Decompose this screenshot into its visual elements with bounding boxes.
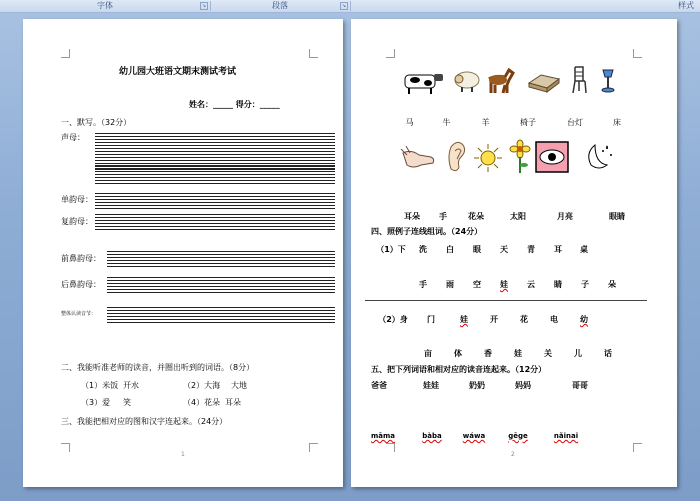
char: 睛	[554, 280, 562, 289]
question-2: 二、我能听准老师的读音，并圈出听到的词语。（8分）	[61, 363, 255, 372]
option-item: （3）爱	[81, 398, 111, 407]
margin-corner	[61, 443, 70, 452]
char: （2）身	[378, 315, 408, 324]
label-fuyunmu: 复韵母：	[61, 217, 93, 226]
pinyin: nǎinai	[553, 432, 579, 440]
char: 亩	[424, 349, 432, 358]
writing-lines	[107, 277, 335, 295]
document-page-1[interactable]	[23, 19, 343, 487]
cow-icon	[401, 69, 447, 95]
writing-lines	[95, 214, 335, 232]
word: 床	[613, 118, 621, 127]
char: 耳	[554, 245, 562, 254]
char-row	[409, 279, 625, 290]
char-row	[413, 348, 623, 359]
font-dialog-launcher-icon[interactable]: ↘	[201, 3, 207, 9]
char-row	[373, 244, 597, 255]
word: 花朵	[468, 212, 484, 221]
ribbon-group-paragraph[interactable]: 段落	[272, 1, 288, 10]
writing-lines	[107, 307, 335, 325]
word: 台灯	[567, 118, 583, 127]
word: 马	[405, 118, 414, 127]
word-row-5	[371, 380, 613, 391]
char: 子	[581, 280, 589, 289]
margin-corner	[386, 443, 395, 452]
option-item: （4）花朵	[183, 398, 221, 407]
word: 爸爸	[371, 381, 387, 390]
word: 手	[439, 212, 447, 221]
label-houbiyunmu: 后鼻韵母：	[61, 280, 101, 289]
pinyin: bàba	[422, 432, 442, 440]
pinyin: māma	[371, 432, 396, 440]
label-qianbiyunmu: 前鼻韵母：	[61, 254, 101, 263]
char: 电	[550, 315, 558, 324]
margin-corner	[309, 443, 318, 452]
page-title: 幼儿园大班语文期末测试考试	[119, 67, 237, 77]
label-danyunmu: 单韵母：	[61, 195, 93, 204]
bed-icon	[527, 71, 561, 93]
ribbon-bar	[0, 0, 700, 13]
word-row-2	[396, 211, 646, 222]
char: 桌	[580, 245, 588, 254]
word: 妈妈	[515, 381, 531, 390]
pinyin: gēge	[508, 432, 528, 440]
option-item: 大地	[231, 381, 247, 390]
char: 云	[527, 280, 535, 289]
margin-corner	[309, 49, 318, 58]
char: 雨	[446, 280, 454, 289]
name-score-line: 姓名：_____ 得分：_____	[189, 100, 280, 109]
page-number: 1	[181, 451, 185, 458]
moon-icon	[581, 141, 615, 173]
char: 门	[427, 315, 435, 324]
label-shengmu: 声母：	[61, 133, 85, 142]
writing-lines	[95, 165, 335, 186]
lamp-icon	[599, 67, 617, 93]
option-item: 笑	[123, 398, 131, 407]
chair-icon	[569, 65, 589, 95]
pinyin-row	[371, 432, 591, 440]
question-1: 一、默写。（32分）	[61, 118, 132, 127]
ear-icon	[445, 139, 469, 175]
option-item: 开水	[123, 381, 139, 390]
char: 手	[419, 280, 427, 289]
ribbon-group-font[interactable]: 字体	[97, 1, 113, 10]
ribbon-group-styles[interactable]: 样式	[678, 1, 694, 10]
char: （1）下	[376, 245, 406, 254]
char: 幼	[580, 315, 588, 324]
label-zhengti: 整体认读音节：	[61, 311, 97, 317]
word-row-1	[393, 117, 636, 128]
margin-corner	[386, 49, 395, 58]
char: 话	[604, 349, 612, 358]
paragraph-dialog-launcher-icon[interactable]: ↘	[341, 3, 347, 9]
char-row	[373, 314, 599, 325]
char: 洗	[419, 245, 427, 254]
writing-lines	[107, 251, 335, 269]
sheep-icon	[453, 69, 481, 93]
char: 娃	[460, 315, 468, 324]
question-3: 三、我能把相对应的图和汉字连起来。（24分）	[61, 417, 228, 426]
hand-icon	[399, 143, 439, 173]
char: 眼	[473, 245, 481, 254]
sun-icon	[473, 143, 503, 173]
word: 耳朵	[404, 212, 420, 221]
word: 牛	[442, 118, 451, 127]
char: 青	[527, 245, 535, 254]
char: 娃	[500, 280, 508, 289]
option-item: （1）米饭	[81, 381, 119, 390]
margin-corner	[61, 49, 70, 58]
writing-lines	[95, 193, 335, 211]
char: 白	[446, 245, 454, 254]
question-5: 五、把下列词语和相对应的读音连起来。（12分）	[371, 365, 547, 374]
word: 椅子	[520, 118, 536, 127]
char: 空	[473, 280, 481, 289]
margin-corner	[633, 443, 642, 452]
option-item: （2）大海	[183, 381, 221, 390]
pinyin: wáwa	[462, 432, 486, 440]
word: 眼睛	[609, 212, 625, 221]
char: 儿	[574, 349, 582, 358]
margin-corner	[633, 49, 642, 58]
flower-icon	[509, 139, 531, 175]
char: 开	[490, 315, 498, 324]
word: 太阳	[510, 212, 526, 221]
char: 娃	[514, 349, 522, 358]
question-4: 四、照例子连线组词。（24分）	[371, 227, 483, 236]
eye-icon	[535, 141, 569, 173]
word: 羊	[481, 118, 490, 127]
word: 月亮	[557, 212, 573, 221]
char: 花	[520, 315, 528, 324]
word: 哥哥	[572, 381, 588, 390]
char: 香	[484, 349, 492, 358]
horse-icon	[485, 67, 515, 95]
divider	[365, 300, 647, 301]
word: 奶奶	[469, 381, 485, 390]
char: 朵	[608, 280, 616, 289]
document-page-2[interactable]	[351, 19, 677, 487]
option-item: 耳朵	[225, 398, 241, 407]
word: 娃娃	[423, 381, 439, 390]
char: 体	[454, 349, 462, 358]
page-number: 2	[511, 451, 515, 458]
char: 关	[544, 349, 552, 358]
char: 天	[500, 245, 508, 254]
